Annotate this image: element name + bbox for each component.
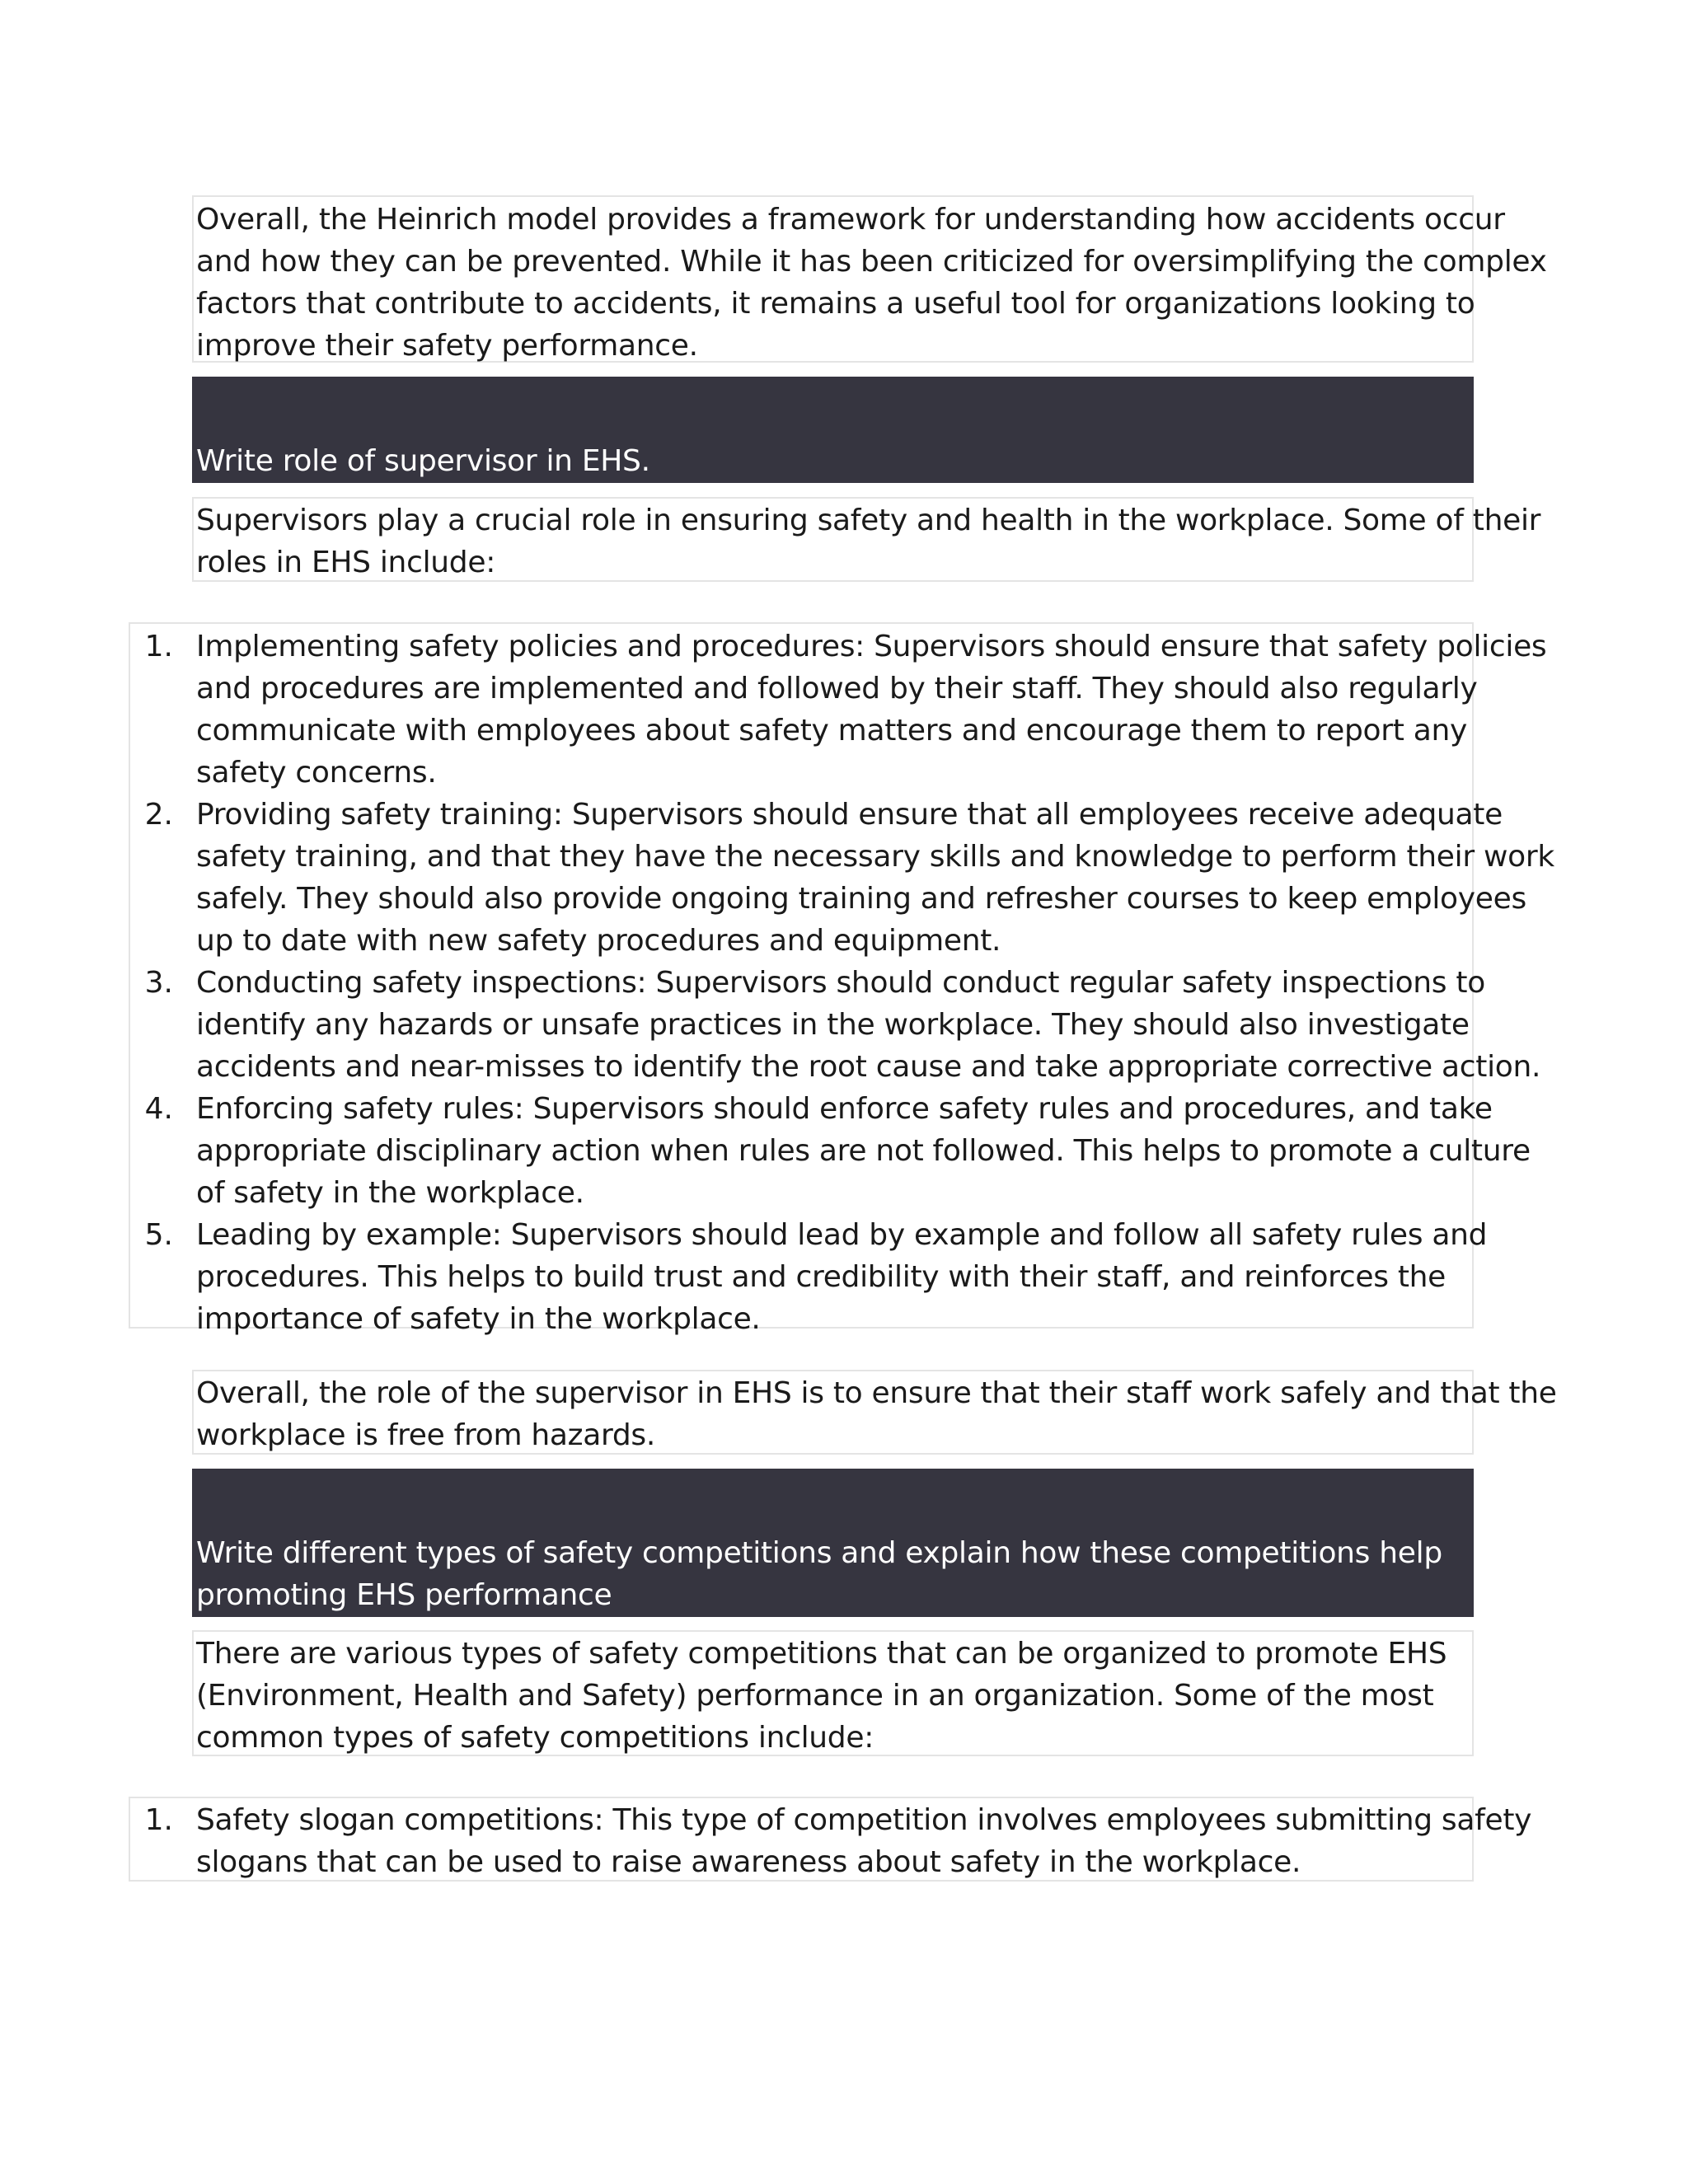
paragraph-supervisor-summary (196, 1372, 1557, 1456)
heading-text: Write different types of safety competitions and explain how these competitions help (196, 1536, 1442, 1570)
text-line: importance of safety in the workplace. (196, 1302, 761, 1336)
list-number: 4. (144, 1092, 173, 1126)
text-line: common types of safety competitions include: (196, 1721, 874, 1755)
section-heading-safety-competitions (192, 1469, 1474, 1617)
text-line: Supervisors play a crucial role in ensuring safety and health in the workplace. Some of their (196, 504, 1541, 537)
text-line: procedures. This helps to build trust and credibility with their staff, and reinforces the (196, 1260, 1447, 1294)
heading-text: promoting EHS performance (196, 1578, 612, 1612)
text-line: safety concerns. (196, 756, 437, 790)
text-line: slogans that can be used to raise awareness about safety in the workplace. (196, 1845, 1301, 1879)
text-line: factors that contribute to accidents, it remains a useful tool for organizations looking to (196, 287, 1475, 321)
paragraph-competitions-intro (196, 1633, 1447, 1759)
text-line: safety training, and that they have the necessary skills and knowledge to perform their work (196, 840, 1554, 874)
heading-text: Write role of supervisor in EHS. (196, 444, 650, 478)
text-line: Leading by example: Supervisors should lead by example and follow all safety rules and (196, 1218, 1488, 1252)
text-line: There are various types of safety competitions that can be organized to promote EHS (196, 1637, 1447, 1671)
text-line: up to date with new safety procedures and equipment. (196, 924, 1001, 958)
text-line: (Environment, Health and Safety) performance in an organization. Some of the most (196, 1679, 1434, 1713)
list-number: 1. (144, 1803, 173, 1837)
list-number: 2. (144, 798, 173, 832)
text-line: Conducting safety inspections: Supervisors should conduct regular safety inspections to (196, 966, 1485, 1000)
text-line: Providing safety training: Supervisors should ensure that all employees receive adequate (196, 798, 1503, 832)
list-number: 5. (144, 1218, 173, 1252)
text-line: Overall, the role of the supervisor in EHS is to ensure that their staff work safely and that the (196, 1376, 1557, 1410)
text-line: Enforcing safety rules: Supervisors should enforce safety rules and procedures, and take (196, 1092, 1493, 1126)
text-line: Overall, the Heinrich model provides a framework for understanding how accidents occur (196, 203, 1505, 237)
text-line: and how they can be prevented. While it has been criticized for oversimplifying the complex (196, 245, 1547, 279)
text-line: improve their safety performance. (196, 329, 698, 363)
section-heading-supervisor-role (192, 377, 1474, 483)
text-line: appropriate disciplinary action when rules are not followed. This helps to promote a culture (196, 1134, 1531, 1168)
text-line: workplace is free from hazards. (196, 1418, 656, 1452)
text-line: communicate with employees about safety matters and encourage them to report any (196, 714, 1468, 748)
list-number: 3. (144, 966, 173, 1000)
text-line: Safety slogan competitions: This type of competition involves employees submitting safety (196, 1803, 1532, 1837)
text-line: roles in EHS include: (196, 546, 496, 579)
text-line: identify any hazards or unsafe practices in the workplace. They should also investigate (196, 1008, 1470, 1042)
text-line: accidents and near-misses to identify the root cause and take appropriate corrective action. (196, 1050, 1541, 1084)
text-line: of safety in the workplace. (196, 1176, 584, 1210)
text-line: safely. They should also provide ongoing training and refresher courses to keep employees (196, 882, 1526, 916)
paragraph-heinrich-summary (196, 199, 1547, 367)
list-number: 1. (144, 630, 173, 663)
paragraph-supervisor-intro (196, 499, 1540, 583)
text-line: Implementing safety policies and procedures: Supervisors should ensure that safety policies (196, 630, 1547, 663)
text-line: and procedures are implemented and followed by their staff. They should also regularly (196, 672, 1478, 705)
